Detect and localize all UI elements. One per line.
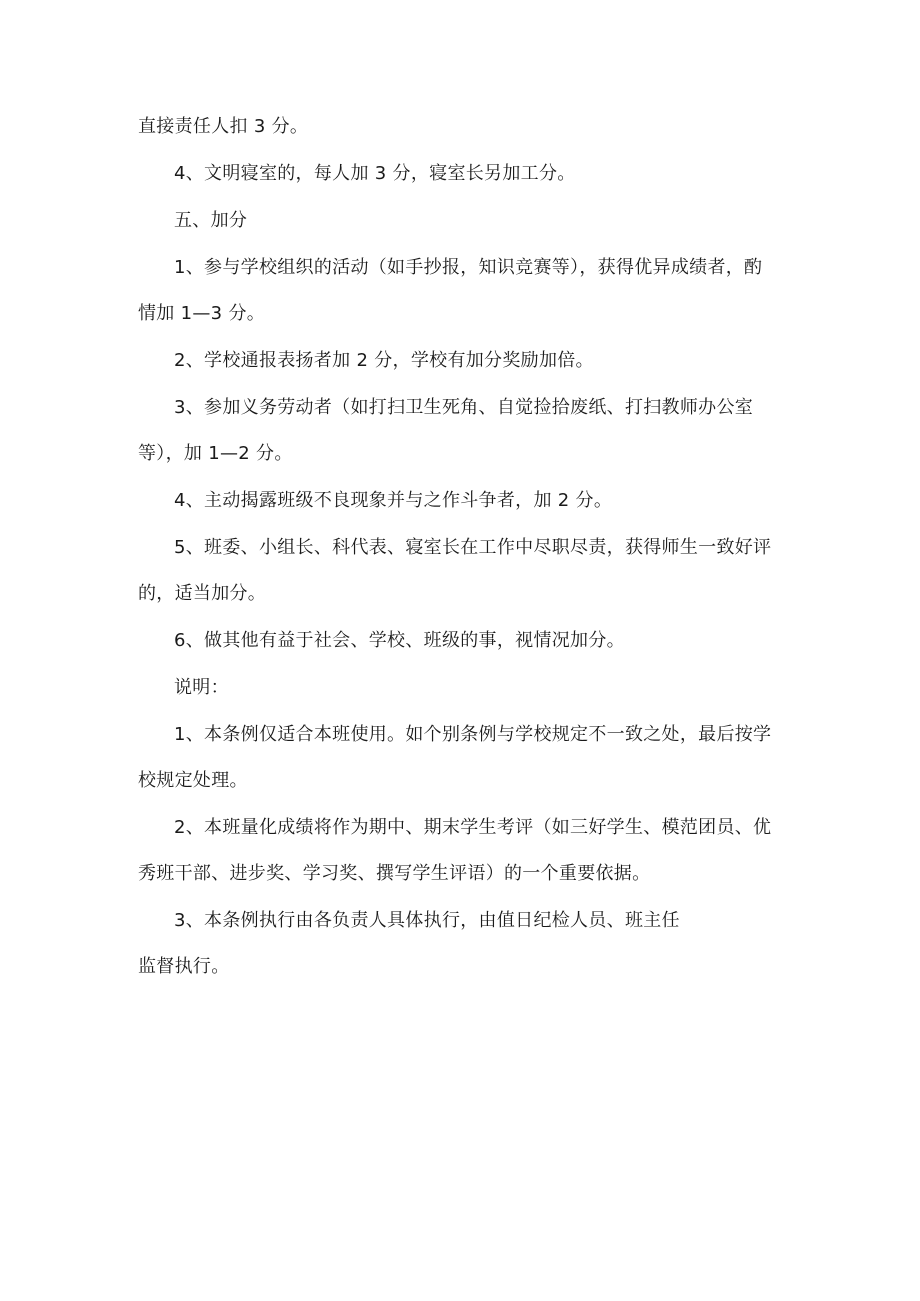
section-heading: 五、加分 <box>174 210 248 231</box>
paragraph-line: 1、参与学校组织的活动（如手抄报，知识竞赛等），获得优异成绩者，酌 <box>174 257 763 278</box>
section-heading: 说明： <box>174 677 229 698</box>
paragraph-line: 校规定处理。 <box>138 770 248 791</box>
paragraph-line: 6、做其他有益于社会、学校、班级的事，视情况加分。 <box>174 630 625 651</box>
paragraph-line: 情加 1—3 分。 <box>138 303 266 324</box>
paragraph-line: 4、主动揭露班级不良现象并与之作斗争者，加 2 分。 <box>174 490 613 511</box>
paragraph-line: 2、学校通报表扬者加 2 分，学校有加分奖励加倍。 <box>174 350 594 371</box>
paragraph-line: 监督执行。 <box>138 956 230 977</box>
paragraph-line: 2、本班量化成绩将作为期中、期末学生考评（如三好学生、模范团员、优 <box>174 817 772 838</box>
paragraph-line: 的，适当加分。 <box>138 583 267 604</box>
paragraph-line: 1、本条例仅适合本班使用。如个别条例与学校规定不一致之处，最后按学 <box>174 724 772 745</box>
paragraph-line: 4、文明寝室的，每人加 3 分，寝室长另加工分。 <box>174 163 576 184</box>
paragraph-line: 直接责任人扣 3 分。 <box>138 116 309 137</box>
paragraph-line: 秀班干部、进步奖、学习奖、撰写学生评语）的一个重要依据。 <box>138 863 651 884</box>
paragraph-line: 5、班委、小组长、科代表、寝室长在工作中尽职尽责，获得师生一致好评 <box>174 537 772 558</box>
document-body <box>138 111 786 982</box>
paragraph-line: 等），加 1—2 分。 <box>138 443 293 464</box>
paragraph-line: 3、本条例执行由各负责人具体执行，由值日纪检人员、班主任 <box>174 910 680 931</box>
paragraph-line: 3、参加义务劳动者（如打扫卫生死角、自觉捡拾废纸、打扫教师办公室 <box>174 397 754 418</box>
